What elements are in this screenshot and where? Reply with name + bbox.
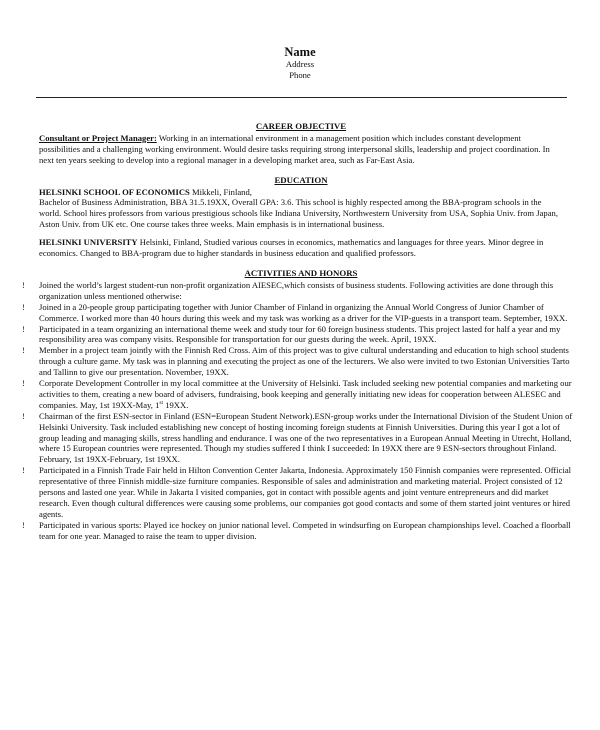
education-heading: EDUCATION [274,174,328,185]
list-item [22,345,580,378]
ordinal-suffix: st [159,399,164,406]
career-objective-heading: CAREER OBJECTIVE [255,121,347,131]
career-objective-text [39,133,563,166]
list-item [22,411,580,466]
bullet-mark: ! [22,279,25,290]
activity-text-tail: 19XX. [163,399,189,410]
bullet-mark: ! [22,345,25,356]
resume-body [22,121,573,542]
objective-role-label: Consultant or Project Manager: [39,132,157,143]
activity-text: Corporate Development Controller in my local committee at the University of Helsinki. Task included seeking new potential companies and marketing our activities to them, creating a new board of advisers, fundraising, book keeping and generally initiating new ideas for cooperation between ALESEC and companies. May, 1st 19XX-May, 1 [39,378,572,410]
school-2-description: Helsinki, Finland, Studied various courses in economics, mathematics and languages for three years. Minor degree in economics. Changed to BBA-program due to higher standards in business education and qualified professors. [39,237,544,259]
bullet-mark: ! [22,519,25,530]
section-spacer [39,166,563,175]
activity-text: Chairman of the first ESN-sector in Finland (ESN=European Student Network).ESN-group works under the International Division of the Student Union of Helsinki University. Task included establishing new concept of hosting incoming foreign students at Finnish Universities. During this year I got a lot of group leading and managing skills, stress handling and endurance. I was one of the two representatives in a European Annual Meeting in Utrecht, Holland, where 15 European countries were represented. Though my studies suffered I think I succeeded: In 19XX there are 9 ESN-sectors throughout Finland. February, 1st 19XX-February, 1st 19XX. [39,410,573,465]
activity-text: Member in a project team jointly with the Finnish Red Cross. Aim of this project was to give cultural understanding and education to high school students through a culture game. My task was in planning and executing the project as one of the lecturers. We also were invited to two Estonian Universities Tarto and Tallinn to give our presentation. November, 19XX. [39,345,570,378]
bullet-mark: ! [22,465,25,476]
resume-header [0,45,600,81]
school-1-title-line [39,187,563,198]
activities-heading: ACTIVITIES AND HONORS [244,267,358,278]
school-2-entry [39,237,563,259]
school-1-name: HELSINKI SCHOOL OF ECONOMICS [39,186,190,197]
list-item [22,378,580,411]
activity-text: Participated in a team organizing an international theme week and study tour for 60 foreign business students. This project lasted for half a year and my responsibility area was company visits. Responsible for transportation for our guests during the week. April, 19XX. [39,323,561,345]
bullet-mark: ! [22,410,25,421]
activity-text: Participated in various sports: Played ice hockey on junior national level. Competed in windsurfing on European championships level. Coached a floorball team for one year. Managed to raise the team to upper division. [39,519,571,541]
bullet-mark: ! [22,378,25,389]
school-1-description: Bachelor of Business Administration, BBA 31.5.19XX, Overall GPA: 3.6. This school is highly respected among the BBA-program schools in the world. School hires professors from various prestigious schools like Indiana University, Northwestern University from USA, Sophia Univ. from Japan, Aston Univ. from UK etc. One course takes three weeks. Main emphasis is in international business. [39,197,558,230]
activity-text: Joined the world’s largest student-run non-profit organization AIESEC,which consists of business students. Following activities are done through this organization unless mentioned otherwise: [39,279,554,301]
list-item [22,280,580,302]
section-spacer [39,230,563,237]
school-1-location: Mikkeli, Finland, [189,186,252,197]
activity-text: Participated in a Finnish Trade Fair held in Hilton Convention Center Jakarta, Indonesia. Approximately 150 Finnish companies were represented. Official representative of three Finnish middle-size furniture companies. Responsible of sales and administration and marketing material. Project consisted of 12 persons and lasted one year. While in Jakarta I visited companies, got in contact with possible agents and joint venture entrepreneurs and did market research. Even though cultural differences were causing some problems, our companies got good contacts and some of them started joint ventures or hired agents. [39,465,572,519]
candidate-address: Address [285,59,315,69]
candidate-phone: Phone [289,70,311,80]
bullet-mark: ! [22,301,25,312]
list-item [22,324,580,346]
activities-list [22,279,573,542]
activity-text: Joined in a 20-people group participating together with Junior Chamber of Finland in organizing the Annual World Congress of Junior Chamber of Commerce. I worked more than 40 hours during this week and my task was working as a driver for the VIP-guests in a transport team. September, 19XX. [39,301,568,323]
objective-description: Working in an international environment in a management position which includes constant development possibilities and a challenging working environment. Would desire tasks requiring strong interpersonal skills, leadership and project coordination. In next ten years seeking to develop into a regional manager in a developing market area, such as Far-East Asia. [39,132,550,165]
list-item [22,302,580,324]
bullet-mark: ! [22,323,25,334]
school-2-name: HELSINKI UNIVERSITY [39,237,138,248]
section-spacer [39,259,563,268]
list-item [22,520,580,542]
header-divider [36,97,567,98]
list-item [22,465,580,520]
candidate-name: Name [284,45,316,59]
